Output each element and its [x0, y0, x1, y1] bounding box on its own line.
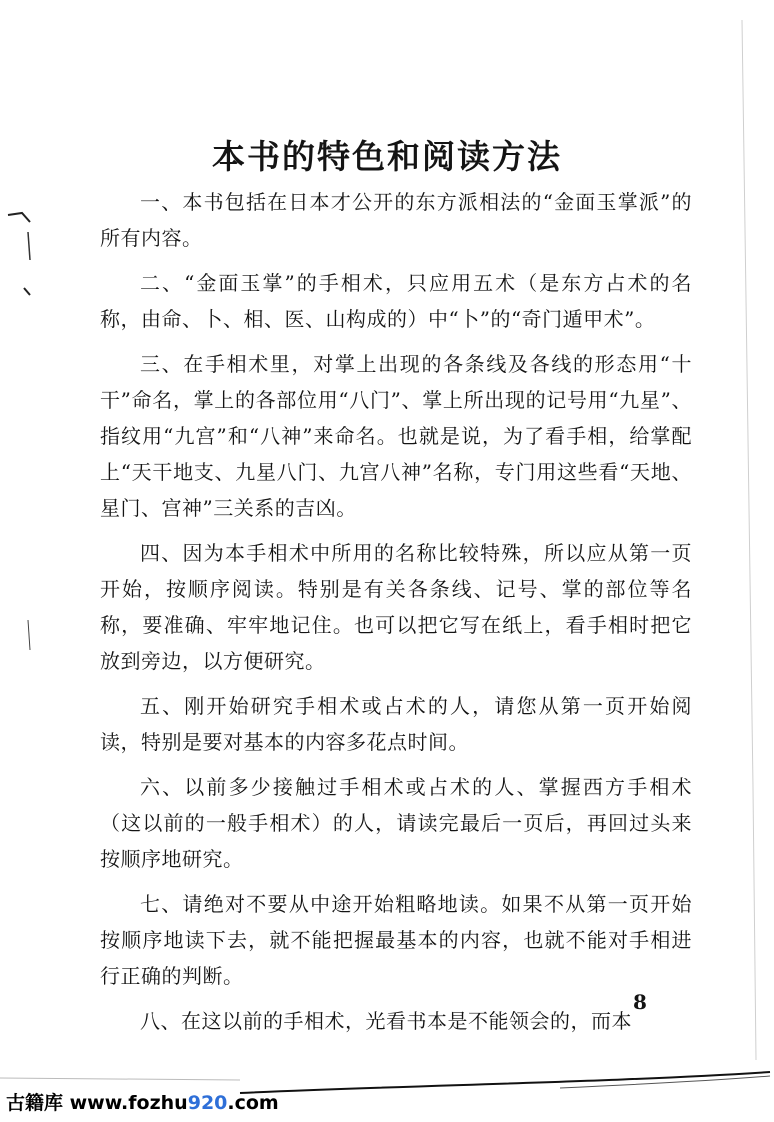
binding-mark-mid — [28, 232, 30, 260]
binding-mark-top — [8, 213, 30, 222]
paragraph-5: 五、刚开始研究手相术或占术的人，请您从第一页开始阅读，特别是要对基本的内容多花点时间。 — [100, 694, 692, 754]
paragraph-4: 四、因为本手相术中所用的名称比较特殊，所以应从第一页开始，按顺序阅读。特别是有关各条线、记号、掌的部位等名称，要准确、牢牢地记住。也可以把它写在纸上，看手相时把它放到旁边，以方便研究。 — [100, 541, 692, 673]
paragraph-8: 八、在这以前的手相术，光看书本是不能领会的，而本 — [140, 1009, 632, 1033]
watermark — [6, 1088, 279, 1115]
binding-mark-low — [28, 620, 30, 650]
watermark-suffix: .com — [227, 1092, 279, 1114]
paragraph-3: 三、在手相术里，对掌上出现的各条线及各线的形态用“十干”命名，掌上的各部位用“八门”、掌上所出现的记号用“九星”、指纹用“九宫”和“八神”来命名。也就是说，为了看手相，给掌配上“天干地支、九星八门、九宫八神”名称，专门用这些看“天地、星门、宫神”三关系的吉凶。 — [100, 352, 692, 520]
watermark-prefix: 古籍库 www.fozhu — [6, 1092, 188, 1114]
paragraph-7: 七、请绝对不要从中途开始粗略地读。如果不从第一页开始按顺序地读下去，就不能把握最基本的内容，也就不能对手相进行正确的判断。 — [100, 892, 692, 988]
page-bottom-edge — [0, 1078, 240, 1080]
paragraph-6: 六、以前多少接触过手相术或占术的人、掌握西方手相术（这以前的一般手相术）的人，请读完最后一页后，再回过头来按顺序地研究。 — [100, 775, 692, 871]
body-text — [100, 184, 692, 1048]
binding-mark-dot — [24, 288, 30, 295]
paragraph-1: 一、本书包括在日本才公开的东方派相法的“金面玉掌派”的所有内容。 — [100, 190, 692, 250]
page-bottom-curl — [240, 1072, 770, 1093]
paragraph-2: 二、“金面玉掌”的手相术，只应用五术（是东方占术的名称，由命、卜、相、医、山构成的）中“卜”的“奇门遁甲术”。 — [100, 271, 692, 331]
page-number: 8 — [633, 990, 647, 1014]
page-title: 本书的特色和阅读方法 — [212, 137, 562, 176]
watermark-number: 920 — [187, 1092, 228, 1114]
